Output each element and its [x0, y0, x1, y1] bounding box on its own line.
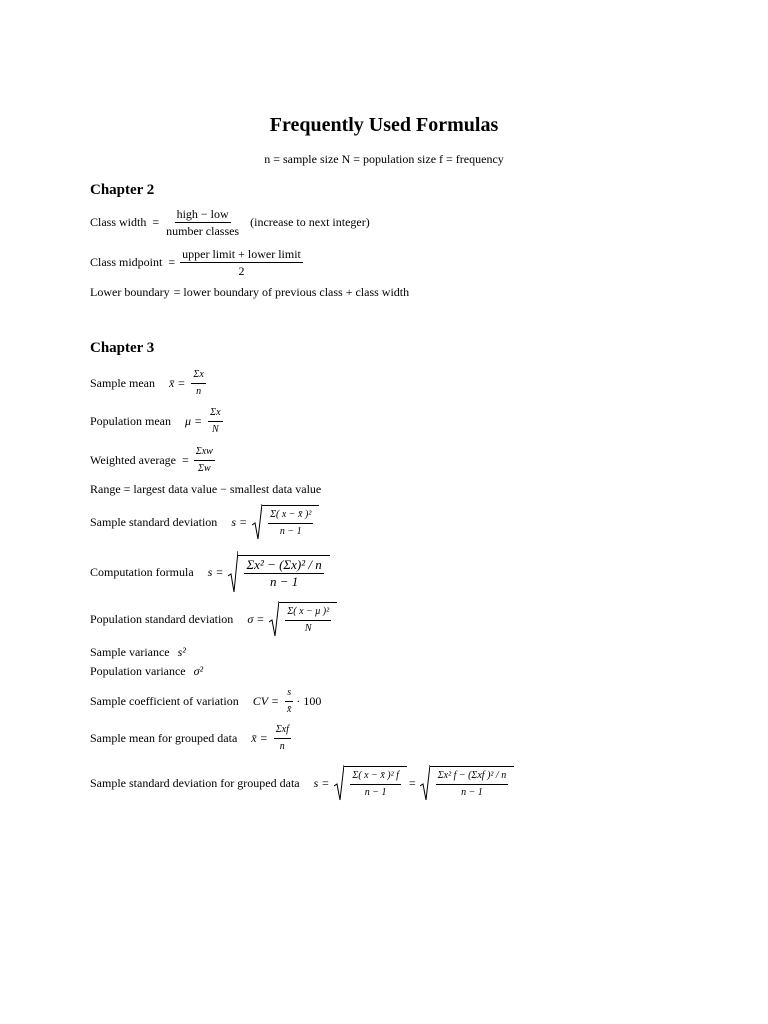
- page-title: Frequently Used Formulas: [269, 114, 499, 136]
- class-width-label: Class width: [90, 215, 147, 229]
- population-variance: Population variance σ²: [90, 664, 204, 678]
- coefficient-of-variation-formula: Sample coefficient of variation CV = $\frac{s}{x̄}$ · 100: [90, 687, 322, 715]
- class-width-note: (increase to next integer): [250, 215, 370, 229]
- square-root: $\frac{\text{Σ( x − μ )²}}{N}$: [269, 600, 337, 638]
- computation-formula: Computation formula s = $\frac{\text{Σx² − (Σx)² / n}}{n - 1}$: [90, 550, 330, 594]
- population-sd-formula: Population standard deviation σ = $\frac{\text{Σ( x − μ )²}}{N}$: [90, 600, 337, 638]
- chapter-2-heading: Chapter 2: [90, 182, 155, 198]
- grouped-mean-formula: Sample mean for grouped data x̄ = $\frac{\text{Σxf}}{n}$: [90, 724, 289, 752]
- lower-boundary-label: Lower boundary: [90, 285, 170, 299]
- chapter-3-heading: Chapter 3: [90, 340, 155, 356]
- square-root: $\frac{\text{Σx² − (Σx)² / n}}{n - 1}$: [228, 550, 329, 594]
- class-width-fraction: $\frac{\text{high − low}}{\text{number classes}}$: [166, 207, 240, 238]
- grouped-sd-formula: Sample standard deviation for grouped data s = $\frac{\text{Σ( x − x̄ )² f}}{n - 1}$ = $\frac{\text{Σx² f − (Σxf )² / n}}{n - 1}$: [90, 764, 514, 802]
- class-midpoint-fraction: $\frac{\text{upper limit + lower limit}}{2}$: [182, 247, 301, 278]
- weighted-average-formula: Weighted average = $\frac{\text{Σxw}}{\Sigma w}$: [90, 446, 213, 474]
- square-root: $\frac{\text{Σ( x − x̄ )²}}{n - 1}$: [252, 503, 319, 541]
- class-midpoint-label: Class midpoint: [90, 255, 163, 269]
- range-formula: Range = largest data value − smallest data value: [90, 482, 322, 496]
- notation-legend: n = sample size N = population size f = frequency: [264, 152, 504, 166]
- sample-variance: Sample variance s²: [90, 645, 186, 659]
- class-midpoint-formula: Class midpoint = $\frac{\text{upper limit + lower limit}}{2}$: [90, 247, 301, 278]
- class-width-formula: Class width = $\frac{\text{high − low}}{\text{number classes}}$ (increase to next integer): [90, 207, 370, 238]
- square-root: $\frac{\text{Σ( x − x̄ )² f}}{n - 1}$: [334, 764, 407, 802]
- square-root: $\frac{\text{Σx² f − (Σxf )² / n}}{n - 1}$: [420, 764, 515, 802]
- population-mean-formula: Population mean μ = $\frac{\Sigma x}{N}$: [90, 407, 221, 435]
- sample-mean-formula: Sample mean x̄ = $\frac{\Sigma x}{n}$: [90, 369, 204, 397]
- lower-boundary-formula: Lower boundary = lower boundary of previous class + class width: [90, 285, 410, 299]
- sample-sd-formula: Sample standard deviation s = $\frac{\text{Σ( x − x̄ )²}}{n - 1}$: [90, 503, 319, 541]
